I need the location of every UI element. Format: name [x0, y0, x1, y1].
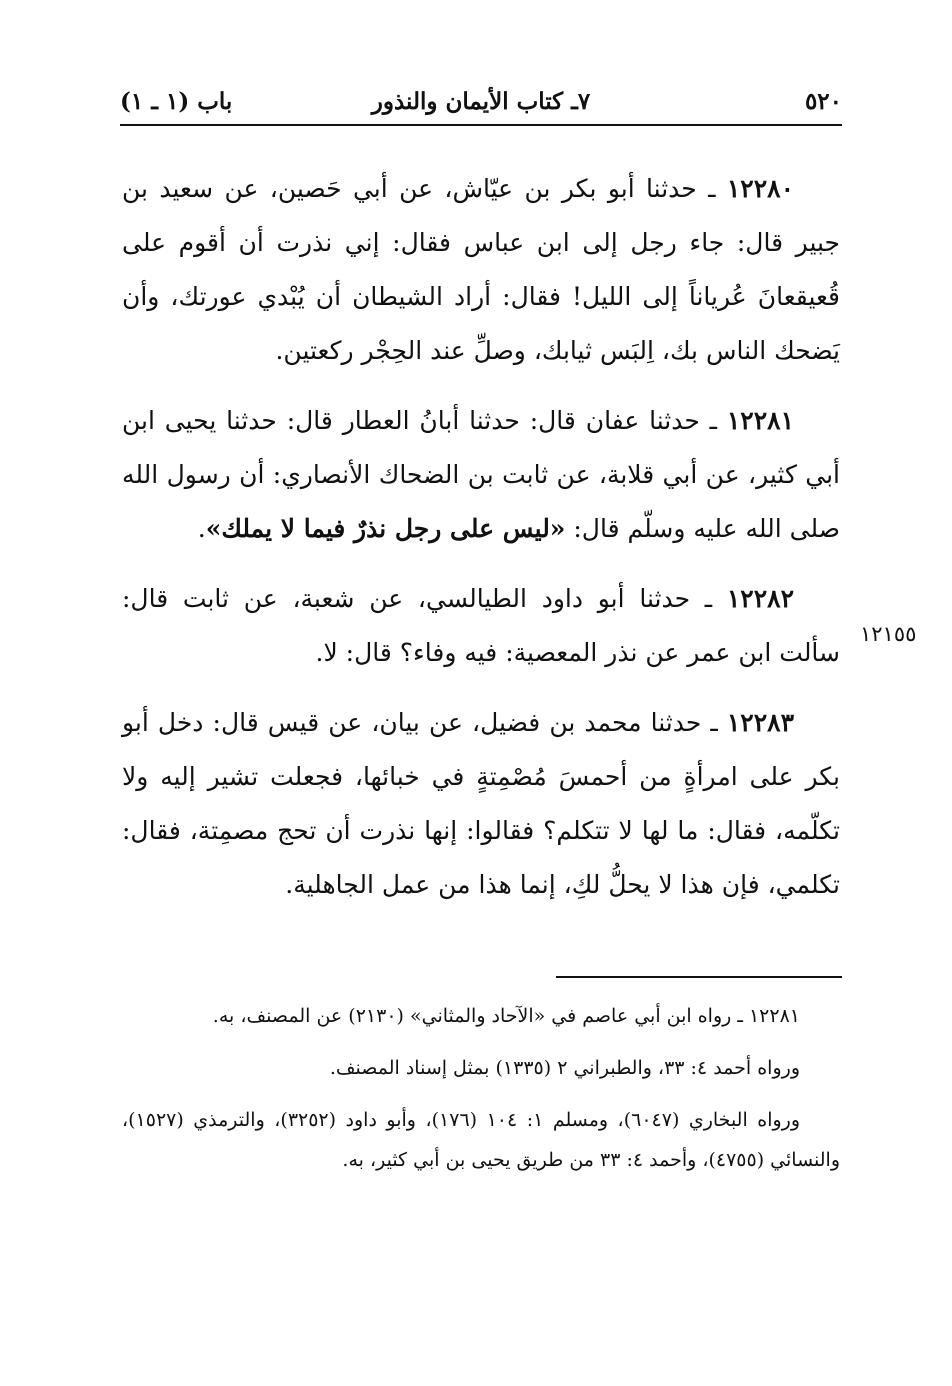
book-title: ٧ـ كتاب الأيمان والنذور — [371, 88, 591, 115]
page-number: ٥٢٠ — [804, 88, 842, 115]
hadith-number: ١٢٢٨٠ — [726, 174, 795, 203]
hadith-number: ١٢٢٨٣ — [726, 708, 794, 737]
hadith-text: ـ حدثنا أبو داود الطيالسي، عن شعبة، عن ثابت قال: سألت ابن عمر عن نذر المعصية: فيه وفاء؟ قال: لا. — [122, 584, 840, 667]
margin-reference-number: ١٢١٥٥ — [860, 622, 917, 646]
hadith-paragraph — [122, 162, 840, 378]
hadith-number: ١٢٢٨٢ — [726, 584, 795, 613]
running-header — [120, 84, 842, 120]
hadith-text-end: . — [197, 514, 206, 543]
footnote: ١٢٢٨١ ـ رواه ابن أبي عاصم في «الآحاد والمثاني» (٢١٣٠) عن المصنف، به. — [212, 1005, 800, 1027]
hadith-paragraph — [122, 394, 840, 556]
hadith-text: ـ حدثنا أبو بكر بن عيّاش، عن أبي حَصين، عن سعيد بن جبير قال: جاء رجل إلى ابن عباس فقال: إني نذرت أن أقوم على قُعيقعانَ عُرياناً إلى الليل! فقال: أراد الشيطان أن يُبْدي عورتك، وأن يَضحك الناس بك، اِلبَس ثيابك، وصلِّ عند الحِجْر ركعتين. — [122, 174, 840, 365]
hadith-paragraph — [122, 572, 840, 680]
hadith-text: ـ حدثنا محمد بن فضيل، عن بيان، عن قيس قال: دخل أبو بكر على امرأةٍ من أحمسَ مُصْمِتةٍ في خبائها، فجعلت تشير إليه ولا تكلّمه، فقال: ما لها لا تتكلم؟ فقالوا: إنها نذرت أن تحج مصمِتة، فقال: تكلمي، فإن هذا لا يحلُّ لكِ، إنما هذا من عمل الجاهلية. — [122, 708, 840, 899]
hadith-text: ـ حدثنا عفان قال: حدثنا أبانُ العطار قال: حدثنا يحيى ابن أبي كثير، عن أبي قلابة، عن ثابت بن الضحاك الأنصاري: أن رسول الله صلى الله عليه وسلّم قال: — [122, 406, 840, 543]
header-divider — [120, 124, 842, 126]
main-text — [122, 162, 840, 928]
chapter-title: باب (١ ـ ١) — [120, 88, 233, 115]
footnote: ورواه البخاري (٦٠٤٧)، ومسلم ١: ١٠٤ (١٧٦)، وأبو داود (٣٢٥٢)، والترمذي (١٥٢٧)، والنسائي (٤٧٥٥)، وأحمد ٤: ٣٣ من طريق يحيى بن أبي كثير، به. — [122, 1109, 840, 1171]
footnotes — [122, 996, 840, 1192]
footnote: ورواه أحمد ٤: ٣٣، والطبراني ٢ (١٣٣٥) بمثل إسناد المصنف. — [329, 1057, 800, 1079]
prophetic-quote: «ليس على رجل نذرٌ فيما لا يملك» — [205, 514, 566, 543]
hadith-paragraph — [122, 696, 840, 912]
footnote-divider — [556, 976, 842, 978]
hadith-number: ١٢٢٨١ — [726, 406, 795, 435]
